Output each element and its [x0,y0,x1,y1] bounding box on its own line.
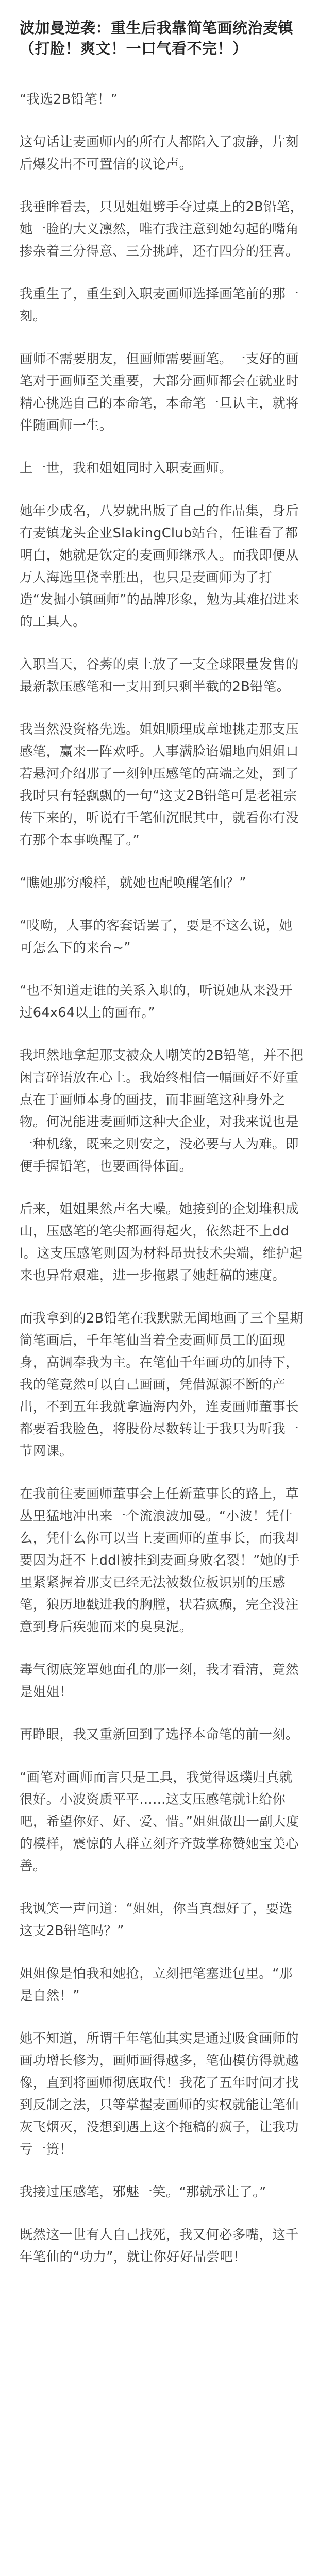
article-body [20,89,304,2268]
paragraph: “瞧她那穷酸样，就她也配唤醒笔仙？” [20,875,246,891]
paragraph: 这句话让麦画师内的所有人都陷入了寂静，片刻后爆发出不可置信的议论声。 [20,134,299,172]
paragraph: 我重生了，重生到入职麦画师选择画笔前的那一刻。 [20,286,299,324]
paragraph: “也不知道走谁的关系入职的，听说她从来没开过64x64以上的画布。” [20,983,293,1021]
paragraph: 我当然没资格先选。姐姐顺理成章地挑走那支压感笔，赢来一阵欢呼。人事满脸谄媚地向姐姐口若悬河介绍那了一刻钟压感笔的高端之处，到了我时只有轻飘飘的一句“这支2B铅笔可是老祖宗传下来的，听说有千笔仙沉眠其中，就看你有没有那个本事唤醒了。” [20,722,299,848]
paragraph: 姐姐像是怕我和她抢，立刻把笔塞进包里。“那是自然！” [20,1966,293,2004]
paragraph: 上一世，我和姐姐同时入职麦画师。 [20,461,232,476]
paragraph: 我坦然地拿起那支被众人嘲笑的2B铅笔，并不把闲言碎语放在心上。我始终相信一幅画好不好重点在于画师本身的画技，而非画笔这种身外之物。何况能进麦画师这种大企业，对我来说也是一种机缘，既来之则安之，没必要与人为难。即便手握铅笔，也要画得体面。 [20,1048,304,1174]
paragraph: 后来，姐姐果然声名大噪。她接到的企划堆积成山，压感笔的笔尖都画得起火，依然赶不上ddl。这支压感笔则因为材料昂贵技术尖端，维护起来也异常艰难，进一步拖累了她赶稿的速度。 [20,1201,303,1283]
paragraph: “我选2B铅笔！” [20,92,118,107]
paragraph: 再睁眼，我又重新回到了选择本命笔的前一刻。 [20,1727,299,1742]
paragraph: 我垂眸看去，只见姐姐劈手夺过桌上的2B铅笔，她一脸的大义凛然，唯有我注意到她勾起的嘴角掺杂着三分得意、三分挑衅，还有四分的狂喜。 [20,199,304,259]
paragraph: “画笔对画师而言只是工具，我觉得返璞归真就很好。小波资质平平……这支压感笔就让给你吧，希望你好、好、爱、惜。”姐姐做出一副大度的模样，震惊的人群立刻齐齐鼓掌称赞她宝美心善。 [20,1770,299,1874]
paragraph: “哎呦，人事的客套话罢了，要是不这么说，她可怎么下的来台~” [20,918,293,956]
paragraph: 毒气彻底笼罩她面孔的那一刻，我才看清，竟然是姐姐！ [20,1662,299,1700]
paragraph: 我讽笑一声问道：“姐姐，你当真想好了，要选这支2B铅笔吗？” [20,1901,293,1939]
paragraph: 既然这一世有人自己找死，我又何必多嘴，这千年笔仙的“功力”，就让你好好品尝吧！ [20,2227,299,2265]
paragraph: 她不知道，所谓千年笔仙其实是通过吸食画师的画功增长修为，画师画得越多，笔仙模仿得就越像，直到将画师彻底取代！我花了五年时间才找到反制之法，只等掌握麦画师的实权就能让笔仙灰飞烟灭，没想到遇上这个拖稿的疯子，让我功亏一篑！ [20,2031,299,2157]
paragraph: 在我前往麦画师董事会上任新董事长的路上，草丛里猛地冲出来一个流浪波加曼。“小波！凭什么，凭什么你可以当上麦画师的董事长，而我却要因为赶不上ddl被挂到麦画身败名裂！”她的手里紧紧握着那支已经无法被数位板识别的压感笔，狼历地戳进我的胸膛，状若疯癫，完全没注意到身后疾驰而来的臭臭泥。 [20,1486,300,1635]
paragraph: 我接过压感笔，邪魅一笑。“那就承让了。” [20,2184,266,2200]
paragraph: 入职当天，谷莠的桌上放了一支全球限量发售的最新款压感笔和一支用到只剩半截的2B铅笔。 [20,657,299,694]
paragraph: 而我拿到的2B铅笔在我默默无闻地画了三个星期简笔画后，千年笔仙当着全麦画师员工的面现身，高调奉我为主。在笔仙千年画功的加持下，我的笔竟然可以自己画画，凭借源源不断的产出，不到五年我就拿遍海内外，连麦画师董事长都要看我脸色，将股份尽数转让于我只为听我一节网课。 [20,1311,304,1459]
paragraph: 她年少成名，八岁就出版了自己的作品集，身后有麦镇龙头企业SlakingClub站台，任谁看了都明白，她就是钦定的麦画师继承人。而我即便从万人海选里侥幸胜出，也只是麦画师为了打造“发掘小镇画师”的品牌形象，勉为其难招进来的工具人。 [20,503,300,630]
paragraph: 画师不需要朋友，但画师需要画笔。一支好的画笔对于画师至关重要，大部分画师都会在就业时精心挑选自己的本命笔，本命笔一旦认主，就将伴随画师一生。 [20,351,299,433]
article-title: 波加曼逆袭：重生后我靠简笔画统治麦镇（打脸！爽文！一口气看不完！） [20,19,294,57]
